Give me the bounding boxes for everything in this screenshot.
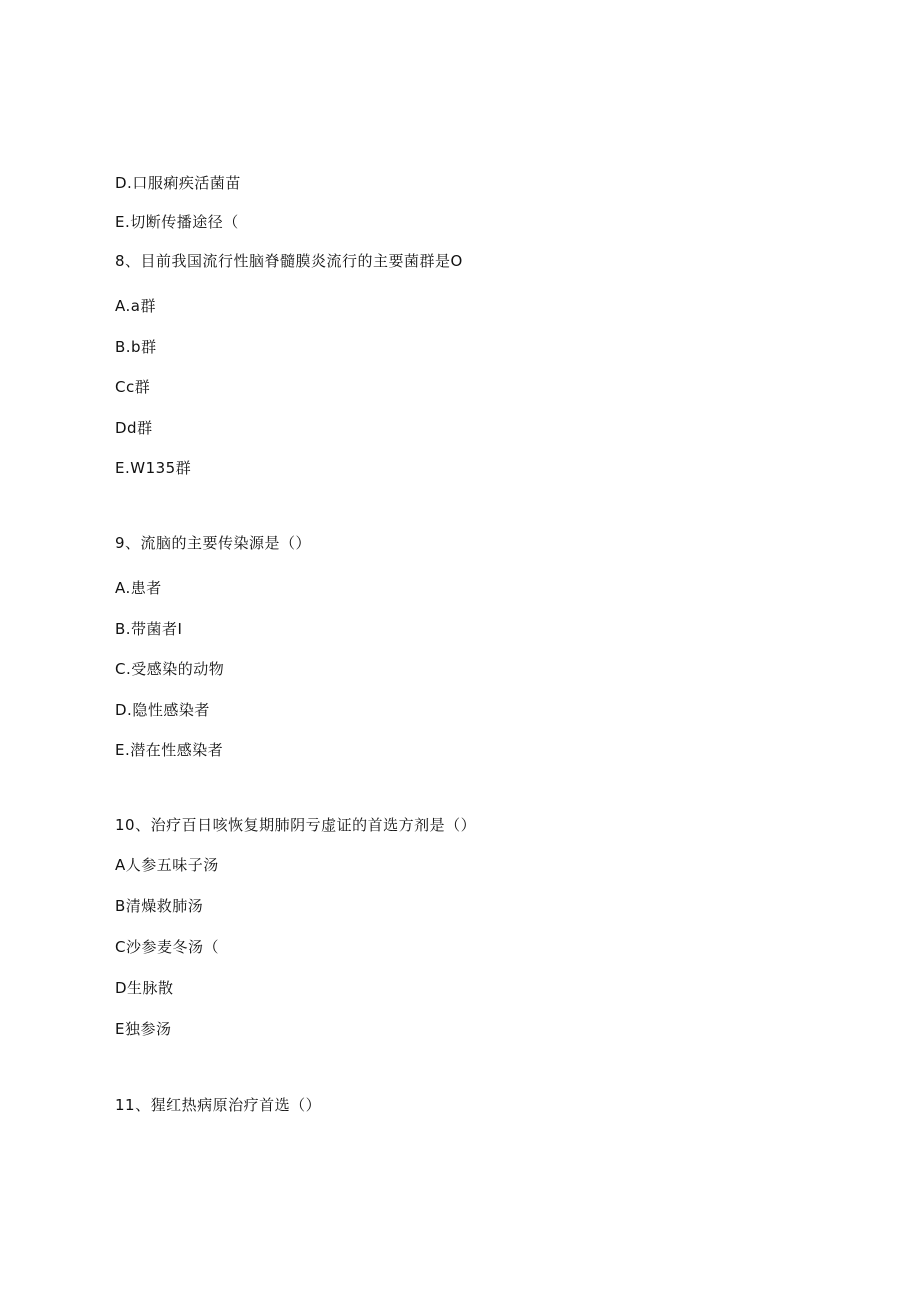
q10-option-a: A人参五味子汤 <box>115 856 219 874</box>
q7-option-e: E.切断传播途径（ <box>115 213 239 231</box>
q9-option-d: D.隐性感染者 <box>115 701 210 719</box>
q10-option-c: C沙参麦冬汤（ <box>115 938 219 956</box>
q8-option-c: Cc群 <box>115 378 151 396</box>
q9-option-b: B.带菌者I <box>115 620 183 638</box>
q9-option-e: E.潜在性感染者 <box>115 741 224 759</box>
q8-option-e: E.W135群 <box>115 459 192 477</box>
q9-question: 9、流脑的主要传染源是（） <box>115 534 312 552</box>
q8-option-b: B.b群 <box>115 338 157 356</box>
q8-question: 8、目前我国流行性脑脊髓膜炎流行的主要菌群是O <box>115 252 463 270</box>
q9-option-a: A.患者 <box>115 579 162 597</box>
q9-option-c: C.受感染的动物 <box>115 660 225 678</box>
q10-question: 10、治疗百日咳恢复期肺阴亏虚证的首选方剂是（） <box>115 816 477 834</box>
q11-question: 11、猩红热病原治疗首选（） <box>115 1096 322 1114</box>
q8-option-d: Dd群 <box>115 419 153 437</box>
q8-option-a: A.a群 <box>115 297 156 315</box>
q10-option-b: B清燥救肺汤 <box>115 897 204 915</box>
q10-option-e: E独参汤 <box>115 1020 172 1038</box>
q7-option-d: D.口服痢疾活菌苗 <box>115 174 241 192</box>
q10-option-d: D生脉散 <box>115 979 174 997</box>
